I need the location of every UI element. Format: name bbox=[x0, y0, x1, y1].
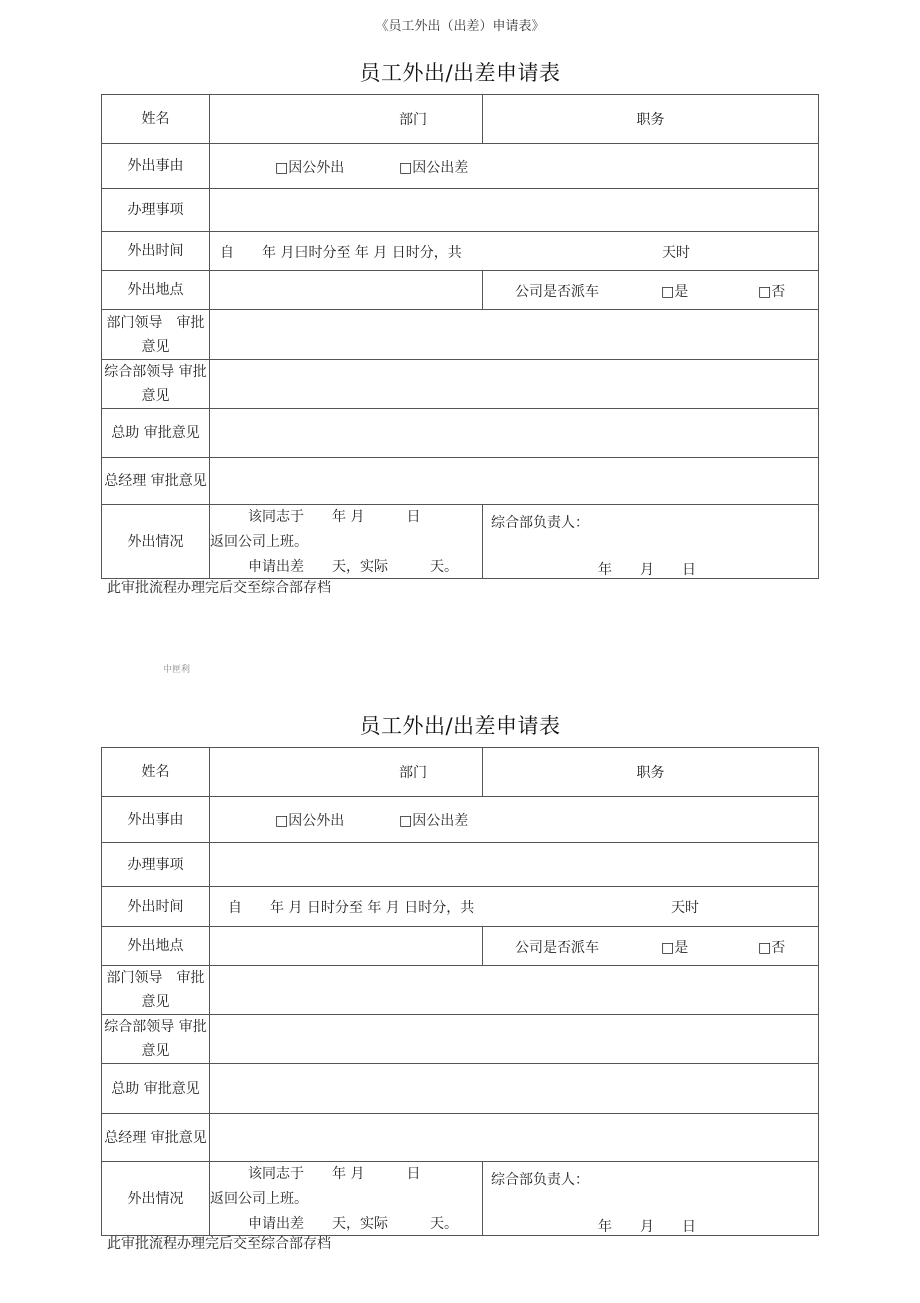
reason-label: 外出事由 bbox=[102, 797, 210, 843]
responsible-field[interactable] bbox=[483, 505, 819, 579]
time-text: 自 年 月 日时分至 年 月 日时分，共 bbox=[228, 900, 475, 916]
name-field[interactable] bbox=[210, 748, 483, 797]
document-header: 《员工外出（出差）申请表》 bbox=[375, 19, 545, 34]
position-label: 职务 bbox=[636, 112, 665, 128]
gm-field[interactable] bbox=[210, 458, 819, 505]
footnote: 此审批流程办理完后交至综合部存档 bbox=[107, 1236, 331, 1252]
date-line: 年 月 日 bbox=[598, 562, 696, 578]
matters-field[interactable] bbox=[210, 189, 819, 232]
matters-label: 办理事项 bbox=[102, 843, 210, 887]
time-label: 外出时间 bbox=[102, 887, 210, 927]
general-dept-leader-field[interactable] bbox=[210, 1015, 819, 1064]
time-suffix: 天时 bbox=[671, 900, 699, 916]
name-label: 姓名 bbox=[102, 748, 210, 797]
place-label: 外出地点 bbox=[102, 927, 210, 966]
outcome-label: 外出情况 bbox=[102, 505, 210, 579]
matters-field[interactable] bbox=[210, 843, 819, 887]
responsible-label: 综合部负责人： bbox=[491, 515, 589, 531]
stray-mark: 中匣利 bbox=[163, 665, 191, 675]
general-dept-leader-label: 综合部领导 审批意见 bbox=[102, 1015, 210, 1064]
name-field[interactable] bbox=[210, 95, 483, 144]
time-field[interactable] bbox=[210, 887, 819, 927]
time-suffix: 天时 bbox=[662, 245, 690, 261]
outcome-line-3: 申请出差 天，实际 天。 bbox=[248, 559, 458, 575]
gm-label: 总经理 审批意见 bbox=[102, 458, 210, 505]
gm-field[interactable] bbox=[210, 1114, 819, 1162]
assistant-gm-label: 总助 审批意见 bbox=[102, 409, 210, 458]
assistant-gm-field[interactable] bbox=[210, 1064, 819, 1114]
time-text: 自 年 月曰时分至 年 月 日时分，共 bbox=[220, 245, 462, 261]
matters-label: 办理事项 bbox=[102, 189, 210, 232]
footnote: 此审批流程办理完后交至综合部存档 bbox=[107, 580, 331, 596]
outcome-label: 外出情况 bbox=[102, 1162, 210, 1236]
place-field[interactable] bbox=[210, 271, 483, 310]
time-label: 外出时间 bbox=[102, 232, 210, 271]
dept-leader-label: 部门领导 审批意见 bbox=[102, 310, 210, 360]
business-outing-checkbox[interactable]: □因公外出 bbox=[275, 160, 345, 176]
position-label: 职务 bbox=[636, 765, 665, 781]
responsible-field[interactable] bbox=[483, 1162, 819, 1236]
place-field[interactable] bbox=[210, 927, 483, 966]
general-dept-leader-label: 综合部领导 审批意见 bbox=[102, 360, 210, 409]
outcome-line-1: 该同志于 年 月 日 bbox=[248, 1166, 421, 1182]
car-no-checkbox[interactable]: □否 bbox=[758, 940, 786, 956]
date-line: 年 月 日 bbox=[598, 1219, 696, 1235]
assistant-gm-field[interactable] bbox=[210, 409, 819, 458]
department-label: 部门 bbox=[399, 112, 427, 128]
general-dept-leader-field[interactable] bbox=[210, 360, 819, 409]
application-form-1 bbox=[101, 94, 819, 579]
car-row bbox=[483, 927, 819, 966]
business-outing-checkbox[interactable]: □因公外出 bbox=[275, 813, 345, 829]
responsible-label: 综合部负责人： bbox=[491, 1172, 589, 1188]
outcome-line-1: 该同志于 年 月 日 bbox=[248, 509, 421, 525]
assistant-gm-label: 总助 审批意见 bbox=[102, 1064, 210, 1114]
car-question: 公司是否派车 bbox=[515, 284, 599, 300]
outcome-field[interactable] bbox=[210, 505, 483, 579]
outcome-field[interactable] bbox=[210, 1162, 483, 1236]
department-label: 部门 bbox=[399, 765, 427, 781]
car-question: 公司是否派车 bbox=[515, 940, 599, 956]
outcome-line-2: 返回公司上班。 bbox=[210, 1191, 308, 1207]
dept-leader-label: 部门领导 审批意见 bbox=[102, 966, 210, 1015]
place-label: 外出地点 bbox=[102, 271, 210, 310]
business-trip-checkbox[interactable]: □因公出差 bbox=[399, 813, 469, 829]
car-no-checkbox[interactable]: □否 bbox=[758, 284, 786, 300]
car-yes-checkbox[interactable]: □是 bbox=[661, 284, 689, 300]
business-trip-checkbox[interactable]: □因公出差 bbox=[399, 160, 469, 176]
application-form-2 bbox=[101, 747, 819, 1236]
gm-label: 总经理 审批意见 bbox=[102, 1114, 210, 1162]
form-title: 员工外出/出差申请表 bbox=[359, 61, 561, 85]
dept-leader-field[interactable] bbox=[210, 310, 819, 360]
dept-leader-field[interactable] bbox=[210, 966, 819, 1015]
time-field[interactable] bbox=[210, 232, 819, 271]
form-title: 员工外出/出差申请表 bbox=[359, 714, 561, 738]
name-label: 姓名 bbox=[102, 95, 210, 144]
reason-options bbox=[210, 144, 819, 189]
car-row bbox=[483, 271, 819, 310]
department-field[interactable] bbox=[483, 95, 819, 144]
outcome-line-3: 申请出差 天，实际 天。 bbox=[248, 1216, 458, 1232]
outcome-line-2: 返回公司上班。 bbox=[210, 534, 308, 550]
department-field[interactable] bbox=[483, 748, 819, 797]
reason-label: 外出事由 bbox=[102, 144, 210, 189]
reason-options bbox=[210, 797, 819, 843]
car-yes-checkbox[interactable]: □是 bbox=[661, 940, 689, 956]
